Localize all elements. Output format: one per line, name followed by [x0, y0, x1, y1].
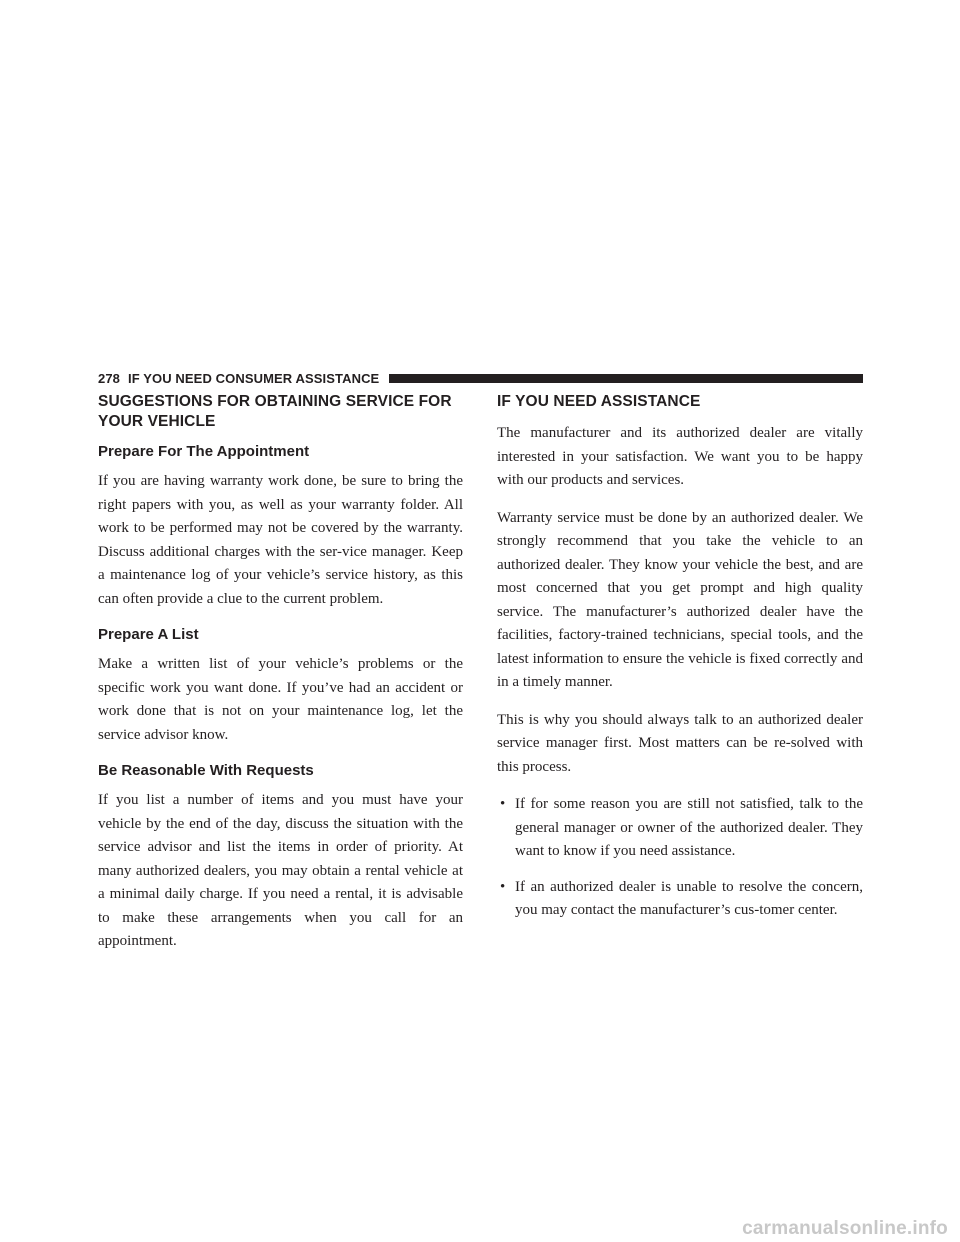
assistance-paragraph: Warranty service must be done by an authorized dealer. We strongly recommend that you take the vehicle to an authorized dealer. They know your vehicle the best, and are most concerned that you get prompt and high quality service. The manufacturer’s authorized dealer have the facilities, factory-trained technicians, special tools, and the latest information to ensure the vehicle is fixed correctly and in a timely manner. — [497, 509, 863, 690]
list-item — [497, 793, 863, 864]
reasonable-requests-subheading: Be Reasonable With Requests — [98, 762, 314, 779]
assistance-paragraph: The manufacturer and its authorized dealer are vitally interested in your satisfaction. We want you to be happy with our products and services. — [497, 425, 863, 488]
watermark-text: carmanualsonline.info — [742, 1218, 948, 1239]
need-assistance-heading: IF YOU NEED ASSISTANCE — [497, 393, 701, 410]
list-item — [497, 876, 863, 923]
left-column — [98, 392, 463, 968]
list-item-text: If for some reason you are still not satisfied, talk to the general manager or owner of the authorized dealer. They want to know if you need assistance. — [515, 796, 863, 859]
service-suggestions-heading: SUGGESTIONS FOR OBTAINING SERVICE FOR YOUR VEHICLE — [98, 393, 452, 430]
prepare-appointment-text: If you are having warranty work done, be sure to bring the right papers with you, as well as your warranty folder. All work to be performed may not be covered by the warranty. Discuss additional charges with the ser-vice manager. Keep a maintenance log of your vehicle’s service history, as this can often provide a clue to the current problem. — [98, 473, 463, 607]
reasonable-requests-text: If you list a number of items and you must have your vehicle by the end of the day, discuss the situation with the service advisor and list the items in order of priority. At many authorized dealers, you may obtain a rental vehicle at a minimal daily charge. If you need a rental, it is advisable to make these arrangements when you call for an appointment. — [98, 792, 463, 949]
section-title: IF YOU NEED CONSUMER ASSISTANCE — [128, 370, 380, 386]
prepare-list-text: Make a written list of your vehicle’s problems or the specific work you want done. If you’ve had an accident or work done that is not on your maintenance log, let the service advisor know. — [98, 656, 463, 743]
prepare-list-subheading: Prepare A List — [98, 626, 199, 643]
page-number: 278 — [98, 370, 120, 386]
page-header — [98, 370, 863, 386]
header-rule — [389, 374, 863, 383]
list-item-text: If an authorized dealer is unable to resolve the concern, you may contact the manufacturer’s cus-tomer center. — [515, 878, 863, 918]
assistance-bullet-list — [497, 793, 863, 923]
right-column — [497, 392, 863, 935]
assistance-paragraph: This is why you should always talk to an authorized dealer service manager first. Most matters can be re-solved with this process. — [497, 711, 863, 775]
bullet-icon: • — [500, 796, 506, 812]
bullet-icon: • — [500, 878, 506, 895]
prepare-appointment-subheading: Prepare For The Appointment — [98, 443, 310, 460]
